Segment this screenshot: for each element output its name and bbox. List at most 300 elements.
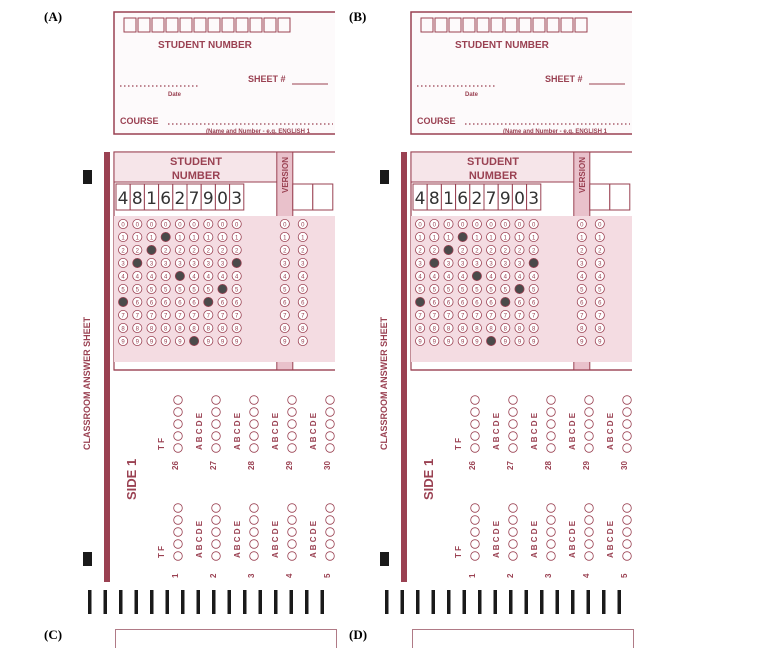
- bubble-digit: 8: [489, 326, 493, 333]
- bubble-digit: 7: [135, 313, 139, 320]
- top-answer-bubble: [250, 444, 259, 453]
- bubble-digit: 8: [121, 326, 125, 333]
- version-label: VERSION: [577, 157, 587, 194]
- bubble-digit: 3: [220, 261, 225, 268]
- filled-bubble: [232, 258, 241, 267]
- timing-mark: [401, 590, 405, 614]
- bottom-answer-bubble: [509, 504, 518, 513]
- bubble-digit: 1: [206, 235, 210, 242]
- top-answer-bubble: [288, 432, 297, 441]
- filled-bubble: [444, 245, 453, 254]
- timing-mark: [290, 590, 294, 614]
- bottom-answer-bubble: [250, 552, 259, 561]
- filled-bubble: [218, 284, 227, 293]
- bubble-digit: 1: [220, 235, 225, 242]
- student-number-title-2: NUMBER: [171, 170, 221, 182]
- top-choice-letters: A B C D E: [271, 412, 280, 450]
- bubble-digit: 5: [149, 287, 154, 294]
- filled-bubble: [161, 232, 170, 241]
- filled-bubble: [204, 297, 213, 306]
- top-question-number: 29: [285, 461, 294, 470]
- bubble-digit: 1: [178, 235, 182, 242]
- bubble-digit: 7: [461, 313, 465, 320]
- top-answer-bubble: [547, 408, 556, 417]
- bubble-digit: 1: [301, 235, 305, 242]
- bubble-digit: 3: [121, 261, 125, 268]
- bubble-digit: 5: [446, 287, 451, 294]
- bottom-answer-bubble: [471, 528, 480, 537]
- top-answer-bubble: [288, 444, 297, 453]
- top-answer-bubble: [585, 420, 594, 429]
- top-choice-letters: A B C D E: [530, 412, 539, 450]
- filled-bubble: [515, 284, 524, 293]
- bubble-digit: 2: [503, 248, 507, 255]
- bubble-digit: 6: [235, 300, 239, 307]
- filled-bubble: [119, 297, 128, 306]
- handwritten-digit: 7: [188, 189, 200, 209]
- bubble-digit: 1: [475, 235, 479, 242]
- filled-bubble: [190, 336, 199, 345]
- bubble-digit: 8: [461, 326, 465, 333]
- bottom-choice-letters: A B C D E: [309, 520, 318, 558]
- answer-sheet-scan-b: [375, 0, 632, 625]
- bubble-digit: 9: [503, 339, 507, 346]
- bubble-digit: 2: [135, 248, 139, 255]
- bottom-choice-letters: A B C D E: [195, 520, 204, 558]
- bubble-digit: 1: [432, 235, 436, 242]
- bubble-digit: 8: [503, 326, 507, 333]
- timing-mark: [212, 590, 216, 614]
- bubble-digit: 2: [532, 248, 536, 255]
- bubble-digit: 0: [178, 222, 182, 229]
- bubble-digit: 3: [283, 261, 287, 268]
- bubble-digit: 6: [598, 300, 602, 307]
- bottom-answer-bubble: [288, 540, 297, 549]
- bottom-answer-bubble: [547, 528, 556, 537]
- bubble-digit: 8: [135, 326, 139, 333]
- bubble-digit: 6: [135, 300, 139, 307]
- bubble-digit: 9: [178, 339, 182, 346]
- bottom-question-number: 5: [620, 573, 629, 578]
- bottom-answer-bubble: [174, 528, 183, 537]
- extra-entry-box: [313, 184, 333, 210]
- bubble-digit: 1: [446, 235, 451, 242]
- bubble-digit: 0: [461, 222, 465, 229]
- student-number-title-1: STUDENT: [170, 156, 222, 168]
- timing-mark: [150, 590, 154, 614]
- bottom-answer-bubble: [250, 540, 259, 549]
- bottom-answer-bubble: [471, 516, 480, 525]
- bubble-digit: 9: [121, 339, 125, 346]
- bubble-digit: 2: [418, 248, 422, 255]
- top-answer-bubble: [288, 408, 297, 417]
- bubble-digit: 2: [121, 248, 125, 255]
- top-answer-bubble: [547, 432, 556, 441]
- bottom-answer-bubble: [471, 540, 480, 549]
- bubble-digit: 9: [432, 339, 436, 346]
- bubble-digit: 0: [446, 222, 451, 229]
- bubble-digit: 2: [164, 248, 168, 255]
- timing-mark: [571, 590, 575, 614]
- bubble-digit: 0: [475, 222, 479, 229]
- bubble-digit: 3: [489, 261, 493, 268]
- top-answer-bubble: [509, 432, 518, 441]
- filled-bubble: [430, 258, 439, 267]
- top-answer-bubble: [509, 420, 518, 429]
- handwritten-digit: 3: [528, 189, 540, 209]
- bubble-digit: 3: [517, 261, 522, 268]
- bubble-digit: 4: [206, 274, 210, 281]
- registration-mark-bottom: [83, 552, 92, 566]
- top-answer-bubble: [250, 408, 259, 417]
- classroom-answer-sheet-title: CLASSROOM ANSWER SHEET: [82, 316, 92, 450]
- bubble-digit: 3: [301, 261, 305, 268]
- bottom-answer-bubble: [623, 552, 632, 561]
- handwritten-digit: 4: [117, 189, 129, 209]
- bottom-answer-bubble: [288, 552, 297, 561]
- bubble-digit: 9: [446, 339, 451, 346]
- bubble-digit: 1: [121, 235, 125, 242]
- bottom-answer-bubble: [509, 552, 518, 561]
- bottom-choice-letters: T F: [157, 546, 166, 558]
- bubble-digit: 0: [192, 222, 196, 229]
- top-answer-bubble: [623, 420, 632, 429]
- bottom-answer-bubble: [326, 516, 335, 525]
- top-question-number: 28: [247, 461, 256, 470]
- top-answer-bubble: [547, 444, 556, 453]
- bubble-digit: 8: [235, 326, 239, 333]
- bubble-digit: 8: [206, 326, 210, 333]
- bubble-digit: 3: [164, 261, 168, 268]
- bubble-digit: 2: [461, 248, 465, 255]
- course-hint: (Name and Number - e.g. ENGLISH 1: [503, 129, 608, 135]
- student-number-title-2: NUMBER: [468, 170, 518, 182]
- bubble-digit: 9: [135, 339, 139, 346]
- top-choice-letters: A B C D E: [606, 412, 615, 450]
- handwritten-digit: 4: [414, 189, 426, 209]
- bottom-answer-bubble: [509, 540, 518, 549]
- bottom-answer-bubble: [585, 504, 594, 513]
- bubble-digit: 6: [532, 300, 536, 307]
- filled-bubble: [175, 271, 184, 280]
- bubble-digit: 8: [220, 326, 225, 333]
- answer-sheet-b-svg: [375, 0, 632, 625]
- bottom-question-number: 2: [506, 573, 515, 578]
- bubble-digit: 9: [301, 339, 305, 346]
- bubble-digit: 4: [503, 274, 507, 281]
- bubble-digit: 2: [489, 248, 493, 255]
- bubble-digit: 7: [489, 313, 493, 320]
- bubble-digit: 8: [580, 326, 584, 333]
- top-answer-bubble: [623, 408, 632, 417]
- sheet-number-label: SHEET #: [248, 74, 286, 84]
- bottom-choice-letters: A B C D E: [492, 520, 501, 558]
- timing-mark: [305, 590, 309, 614]
- bubble-digit: 0: [489, 222, 493, 229]
- bubble-digit: 3: [461, 261, 465, 268]
- timing-mark: [274, 590, 278, 614]
- side-label: SIDE 1: [421, 458, 436, 500]
- timing-mark: [88, 590, 92, 614]
- bottom-question-number: 5: [323, 573, 332, 578]
- timing-mark: [587, 590, 591, 614]
- bubble-digit: 1: [418, 235, 422, 242]
- bubble-digit: 4: [580, 274, 584, 281]
- bubble-digit: 7: [121, 313, 125, 320]
- bubble-digit: 6: [220, 300, 225, 307]
- top-answer-bubble: [174, 432, 183, 441]
- top-question-number: 26: [468, 461, 477, 470]
- bubble-digit: 7: [192, 313, 196, 320]
- top-answer-bubble: [326, 420, 335, 429]
- bubble-digit: 0: [598, 222, 602, 229]
- bottom-choice-letters: A B C D E: [271, 520, 280, 558]
- course-hint: (Name and Number - e.g. ENGLISH 1: [206, 129, 311, 135]
- bubble-digit: 5: [192, 287, 196, 294]
- top-choice-letters: A B C D E: [233, 412, 242, 450]
- top-answer-bubble: [250, 420, 259, 429]
- side-bar: [104, 152, 110, 582]
- timing-mark: [556, 590, 560, 614]
- bubble-digit: 5: [178, 287, 182, 294]
- timing-mark: [447, 590, 451, 614]
- handwritten-digit: 0: [217, 189, 228, 209]
- bottom-question-number: 3: [247, 573, 256, 578]
- top-choice-letters: A B C D E: [568, 412, 577, 450]
- bottom-choice-letters: A B C D E: [233, 520, 242, 558]
- top-answer-bubble: [212, 420, 221, 429]
- filled-bubble: [133, 258, 142, 267]
- top-answer-bubble: [547, 420, 556, 429]
- bubble-digit: 0: [432, 222, 436, 229]
- bottom-answer-bubble: [585, 540, 594, 549]
- classroom-answer-sheet-title: CLASSROOM ANSWER SHEET: [379, 316, 389, 450]
- top-question-number: 27: [209, 461, 218, 470]
- bubble-digit: 9: [164, 339, 168, 346]
- top-question-number: 28: [544, 461, 553, 470]
- timing-mark: [228, 590, 232, 614]
- filled-bubble: [416, 297, 425, 306]
- timing-mark: [135, 590, 139, 614]
- bubble-digit: 9: [580, 339, 584, 346]
- top-answer-bubble: [509, 396, 518, 405]
- top-answer-bubble: [212, 408, 221, 417]
- panel-label-d: (D): [349, 627, 368, 642]
- bubble-digit: 2: [517, 248, 522, 255]
- bubble-digit: 0: [235, 222, 239, 229]
- bottom-question-number: 1: [468, 573, 477, 578]
- bubble-digit: 4: [532, 274, 536, 281]
- bubble-digit: 4: [149, 274, 154, 281]
- bubble-digit: 1: [135, 235, 139, 242]
- answer-sheet-scan-c-top: [115, 629, 337, 648]
- bubble-digit: 0: [503, 222, 507, 229]
- top-answer-bubble: [288, 396, 297, 405]
- bottom-answer-bubble: [585, 552, 594, 561]
- bubble-digit: 7: [475, 313, 479, 320]
- bubble-digit: 9: [283, 339, 287, 346]
- top-answer-bubble: [174, 420, 183, 429]
- top-answer-bubble: [212, 444, 221, 453]
- timing-mark: [243, 590, 247, 614]
- bubble-digit: 6: [461, 300, 465, 307]
- bubble-digit: 6: [283, 300, 287, 307]
- bubble-digit: 5: [418, 287, 422, 294]
- bubble-digit: 4: [461, 274, 465, 281]
- handwritten-digit: 8: [131, 189, 143, 209]
- bubble-digit: 8: [283, 326, 287, 333]
- bubble-digit: 4: [135, 274, 139, 281]
- top-answer-bubble: [250, 432, 259, 441]
- handwritten-digit: 1: [146, 189, 157, 209]
- timing-mark: [478, 590, 482, 614]
- bubble-digit: 7: [517, 313, 522, 320]
- bottom-answer-bubble: [471, 504, 480, 513]
- top-answer-bubble: [623, 432, 632, 441]
- bottom-answer-bubble: [509, 528, 518, 537]
- bubble-digit: 7: [432, 313, 436, 320]
- top-answer-bubble: [623, 444, 632, 453]
- bottom-answer-bubble: [547, 516, 556, 525]
- filled-bubble: [501, 297, 510, 306]
- bubble-digit: 9: [598, 339, 602, 346]
- bottom-answer-bubble: [547, 552, 556, 561]
- student-number-header-text: STUDENT NUMBER: [158, 40, 252, 51]
- bubble-digit: 4: [301, 274, 305, 281]
- bubble-digit: 4: [418, 274, 422, 281]
- bubble-digit: 7: [503, 313, 507, 320]
- top-answer-bubble: [585, 432, 594, 441]
- version-label: VERSION: [280, 157, 290, 194]
- top-answer-bubble: [288, 420, 297, 429]
- top-question-number: 26: [171, 461, 180, 470]
- bottom-answer-bubble: [623, 528, 632, 537]
- bubble-digit: 1: [598, 235, 602, 242]
- bubble-digit: 4: [235, 274, 239, 281]
- panel-label-b: (B): [349, 9, 367, 24]
- top-question-number: 30: [620, 461, 629, 470]
- bottom-answer-bubble: [250, 528, 259, 537]
- top-question-number: 29: [582, 461, 591, 470]
- bubble-digit: 2: [283, 248, 287, 255]
- top-answer-bubble: [623, 396, 632, 405]
- bottom-question-number: 4: [285, 573, 294, 578]
- timing-mark: [166, 590, 170, 614]
- bubble-digit: 7: [598, 313, 602, 320]
- top-choice-letters: A B C D E: [309, 412, 318, 450]
- bubble-digit: 1: [517, 235, 522, 242]
- filled-bubble: [147, 245, 156, 254]
- bubble-digit: 7: [283, 313, 287, 320]
- bubble-digit: 1: [149, 235, 154, 242]
- bubble-digit: 5: [503, 287, 507, 294]
- top-answer-bubble: [471, 396, 480, 405]
- filled-bubble: [458, 232, 467, 241]
- bubble-digit: 2: [220, 248, 225, 255]
- registration-mark-top: [380, 170, 389, 184]
- bubble-digit: 5: [598, 287, 602, 294]
- date-label: Date: [465, 92, 479, 98]
- bottom-answer-bubble: [174, 504, 183, 513]
- bubble-digit: 2: [301, 248, 305, 255]
- bubble-digit: 3: [475, 261, 479, 268]
- bottom-question-number: 2: [209, 573, 218, 578]
- top-answer-bubble: [326, 444, 335, 453]
- bubble-digit: 5: [283, 287, 287, 294]
- timing-mark: [197, 590, 201, 614]
- bubble-digit: 8: [192, 326, 196, 333]
- bubble-digit: 1: [489, 235, 493, 242]
- bubble-digit: 0: [517, 222, 522, 229]
- bubble-digit: 1: [192, 235, 196, 242]
- top-answer-bubble: [509, 408, 518, 417]
- extra-entry-box: [590, 184, 610, 210]
- bubble-digit: 0: [532, 222, 536, 229]
- sheet-number-label: SHEET #: [545, 74, 583, 84]
- handwritten-digit: 6: [160, 189, 172, 209]
- bubble-digit: 5: [206, 287, 210, 294]
- bubble-digit: 5: [235, 287, 239, 294]
- bubble-digit: 8: [301, 326, 305, 333]
- bubble-digit: 6: [475, 300, 479, 307]
- bottom-answer-bubble: [585, 516, 594, 525]
- bottom-choice-letters: A B C D E: [606, 520, 615, 558]
- bubble-digit: 8: [532, 326, 536, 333]
- bubble-digit: 4: [489, 274, 493, 281]
- bubble-digit: 4: [283, 274, 287, 281]
- bubble-digit: 0: [206, 222, 210, 229]
- bottom-question-number: 1: [171, 573, 180, 578]
- top-answer-bubble: [212, 396, 221, 405]
- bubble-digit: 4: [220, 274, 225, 281]
- bottom-choice-letters: A B C D E: [530, 520, 539, 558]
- timing-mark: [104, 590, 108, 614]
- bubble-digit: 5: [461, 287, 465, 294]
- bubble-digit: 0: [220, 222, 225, 229]
- bubble-digit: 0: [149, 222, 154, 229]
- bubble-digit: 8: [164, 326, 168, 333]
- bubble-digit: 0: [135, 222, 139, 229]
- top-answer-bubble: [471, 420, 480, 429]
- top-choice-letters: A B C D E: [492, 412, 501, 450]
- bottom-answer-bubble: [212, 540, 221, 549]
- bubble-digit: 3: [446, 261, 451, 268]
- bubble-digit: 2: [206, 248, 210, 255]
- student-number-title-1: STUDENT: [467, 156, 519, 168]
- top-answer-bubble: [250, 396, 259, 405]
- bubble-digit: 2: [475, 248, 479, 255]
- bubble-digit: 2: [192, 248, 196, 255]
- timing-mark: [618, 590, 622, 614]
- bubble-digit: 1: [235, 235, 239, 242]
- handwritten-digit: 9: [499, 189, 511, 209]
- bubble-digit: 1: [503, 235, 507, 242]
- bubble-digit: 7: [446, 313, 451, 320]
- top-answer-bubble: [326, 396, 335, 405]
- top-answer-bubble: [585, 444, 594, 453]
- bubble-digit: 7: [532, 313, 536, 320]
- top-answer-bubble: [326, 408, 335, 417]
- top-answer-bubble: [471, 408, 480, 417]
- bubble-digit: 8: [598, 326, 602, 333]
- bubble-digit: 1: [283, 235, 287, 242]
- bubble-digit: 1: [580, 235, 584, 242]
- bubble-digit: 7: [418, 313, 422, 320]
- bottom-answer-bubble: [326, 504, 335, 513]
- bubble-digit: 9: [475, 339, 479, 346]
- top-question-number: 30: [323, 461, 332, 470]
- bubble-digit: 7: [206, 313, 210, 320]
